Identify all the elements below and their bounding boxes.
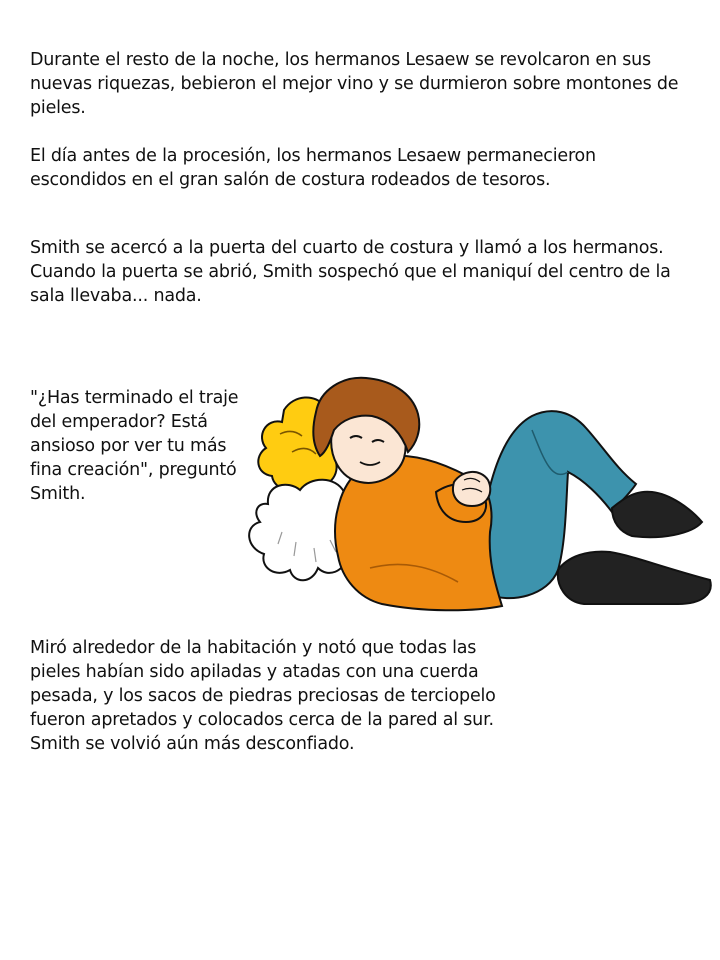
paragraph-smith-question: "¿Has terminado el traje del emperador? Está ansioso por ver tu más fina creación", preguntó Smith. <box>30 388 239 504</box>
shoe-lower <box>558 552 711 604</box>
paragraph-smith-knocks: Smith se acercó a la puerta del cuarto de costura y llamó a los hermanos. Cuando la puerta se abrió, Smith sospechó que el maniquí del centro de la sala llevaba... nada. <box>30 238 671 306</box>
sleeping-brother-illustration <box>232 372 718 616</box>
paragraph-night-riches: Durante el resto de la noche, los hermanos Lesaew se revolcaron en sus nuevas riquezas, bebieron el mejor vino y se durmieron sobre montones de pieles. <box>30 50 679 118</box>
paragraph-day-before-procession: El día antes de la procesión, los hermanos Lesaew permanecieron escondidos en el gran salón de costura rodeados de tesoros. <box>30 146 596 190</box>
shoe-upper <box>612 492 702 538</box>
paragraph-smith-suspicious: Miró alrededor de la habitación y notó que todas las pieles habían sido apiladas y atadas con una cuerda pesada, y los sacos de piedras preciosas de terciopelo fueron apretados y colocados cerca de la pared al sur. Smith se volvió aún más desconfiado. <box>30 638 496 754</box>
